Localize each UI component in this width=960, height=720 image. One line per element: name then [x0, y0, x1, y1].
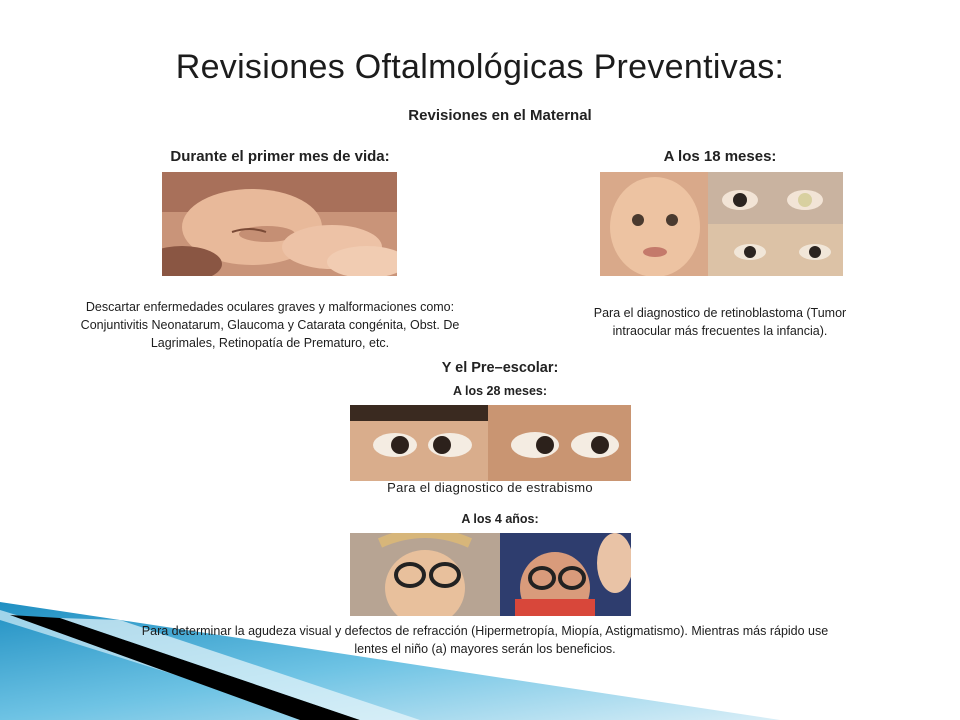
age4-heading: A los 4 años:: [461, 512, 539, 526]
age4-text: [60, 622, 910, 658]
right-text: [540, 304, 900, 340]
age4-text-line2: lentes el niño (a) mayores serán los beneficios.: [354, 642, 616, 656]
age4-text-line1: Para determinar la agudeza visual y defectos de refracción (Hipermetropía, Miopía, Astigmatismo). Mientras más rápido use: [141, 624, 829, 638]
left-text-line2: Conjuntivitis Neonatarum, Glaucoma y Catarata congénita, Obst. De: [80, 318, 460, 332]
right-text-line2: intraocular más frecuentes la infancia).: [612, 324, 828, 338]
strabismus-photo: [350, 405, 631, 481]
left-heading: Durante el primer mes de vida:: [170, 148, 390, 165]
age28-text: Para el diagnostico de estrabismo: [387, 480, 593, 495]
vision-test-photo: [350, 533, 631, 616]
left-text: [40, 298, 500, 352]
left-text-line3: Lagrimales, Retinopatía de Prematuro, etc.: [150, 336, 390, 350]
right-heading: A los 18 meses:: [663, 148, 777, 165]
right-text-line1: Para el diagnostico de retinoblastoma (Tumor: [593, 306, 847, 320]
age28-heading: A los 28 meses:: [452, 384, 548, 398]
preschool-heading: Y el Pre–escolar:: [441, 360, 559, 376]
toddler-eyes-photo: [600, 172, 843, 276]
subtitle: Revisiones en el Maternal: [408, 107, 592, 124]
left-text-line1: Descartar enfermedades oculares graves y malformaciones como:: [85, 300, 455, 314]
slide-title: Revisiones Oftalmológicas Preventivas:: [175, 48, 785, 86]
newborn-photo: [162, 172, 397, 276]
